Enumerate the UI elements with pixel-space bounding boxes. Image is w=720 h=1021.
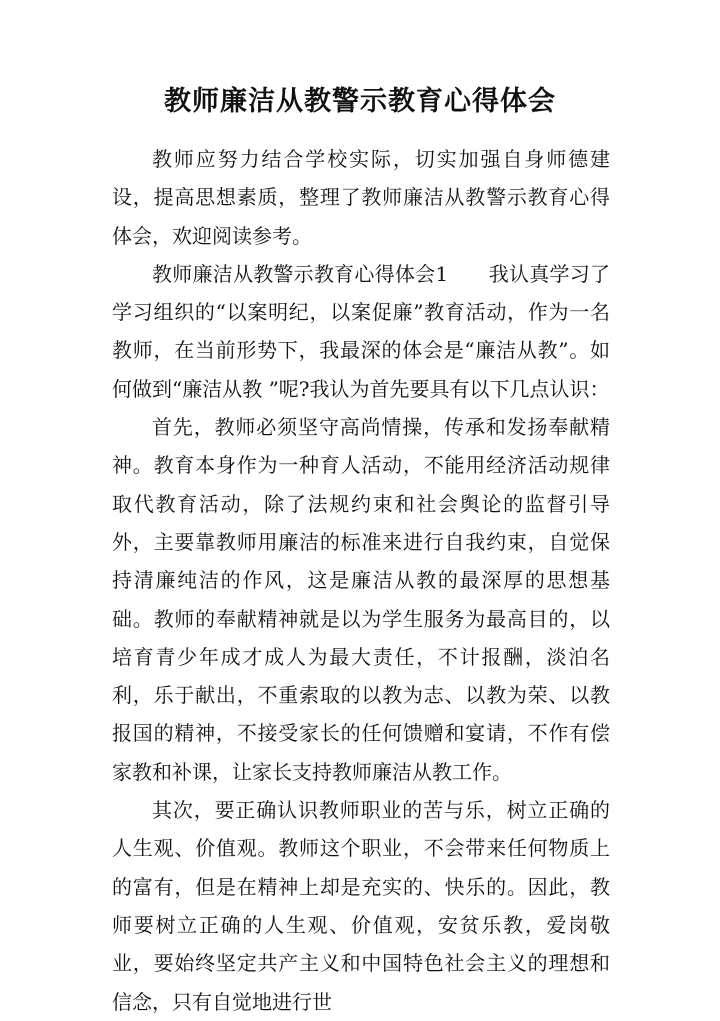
paragraph-first-point: 首先，教师必须坚守高尚情操，传承和发扬奉献精神。教育本身作为一种育人活动，不能用经济活动规律取代教育活动，除了法规约束和社会舆论的监督引导外，主要靠教师用廉洁的标准来进行自我约束，自觉保持清廉纯洁的作风，这是廉洁从教的最深厚的思想基础。教师的奉献精神就是以为学生服务为最高目的，以培育青少年成才成人为最大责任，不计报酬，淡泊名利，乐于献出，不重索取的以教为志、以教为荣、以教报国的精神，不接受家长的任何馈赠和宴请，不作有偿家教和补课，让家长支持教师廉洁从教工作。 — [112, 415, 610, 784]
document-body — [112, 140, 610, 1021]
paragraph-section-1: 教师廉洁从教警示教育心得体会1 我认真学习了学习组织的“以案明纪，以案促廉”教育活动，作为一名教师，在当前形势下，我最深的体会是“廉洁从教”。如何做到“廉洁从教 ”呢?我认为首先要具有以下几点认识： — [112, 261, 610, 401]
paragraph-second-point: 其次，要正确认识教师职业的苦与乐，树立正确的人生观、价值观。教师这个职业，不会带来任何物质上的富有，但是在精神上却是充实的、快乐的。因此，教师要树立正确的人生观、价值观，安贫乐教，爱岗敬业，要始终坚定共产主义和中国特色社会主义的理想和信念，只有自觉地进行世 — [112, 798, 610, 1014]
document-title: 教师廉洁从教警示教育心得体会 — [164, 86, 556, 117]
paragraph-intro: 教师应努力结合学校实际，切实加强自身师德建设，提高思想素质，整理了教师廉洁从教警示教育心得体会，欢迎阅读参考。 — [112, 147, 610, 248]
